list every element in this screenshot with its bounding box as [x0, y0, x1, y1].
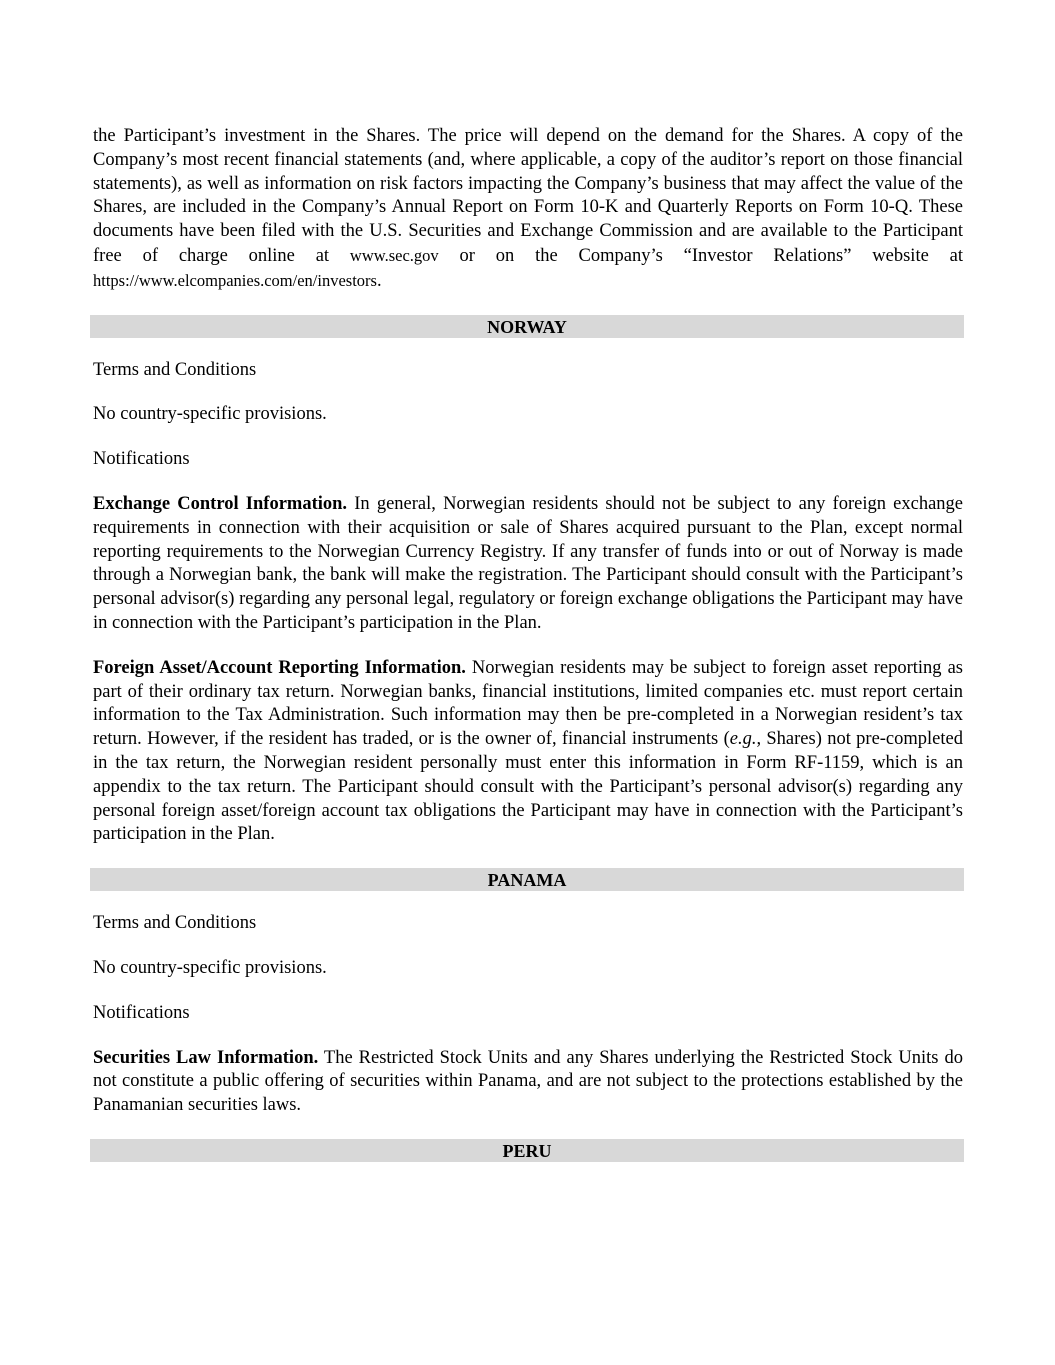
norway-no-provisions: No country-specific provisions. — [93, 404, 327, 425]
sec-url: www.sec.gov — [349, 245, 439, 265]
norway-notifications-heading: Notifications — [93, 449, 190, 470]
panama-no-provisions: No country-specific provisions. — [93, 957, 327, 978]
norway-exchange-control-paragraph: Exchange Control Information. In general, Norwegian residents should not be subject to any foreign exchange requirements in connection with their acquisition or sale of Shares acquired pursuant to the Plan, except normal reporting requirements to the Norwegian Currency Registry. If any transfer of funds into or out of Norway is made through a Norwegian bank, the bank will make the registration. The Participant should consult with the Participant’s personal advisor(s) regarding any personal legal, regulatory or foreign exchange obligations the Participant may have in connection with the Participant’s participation in the Plan. — [93, 493, 963, 633]
intro-paragraph: the Participant’s investment in the Shares. The price will depend on the demand for the Shares. A copy of the Company’s most recent financial statements (and, where applicable, a copy of the auditor’s report on those financial statements), as well as information on risk factors impacting the Company’s business that may affect the value of the Shares, are included in the Company’s Annual Report on Form 10-K and Quarterly Reports on Form 10-Q. These documents have been filed with the U.S. Securities and Exchange Commission and are available to the Participant free of charge online at www.sec.gov or on the Company’s “Investor Relations” website at https://www.elcompanies.com/en/investors. — [93, 126, 963, 291]
section-heading-panama: PANAMA — [90, 868, 964, 891]
panama-notifications-heading: Notifications — [93, 1002, 190, 1023]
section-heading-peru: PERU — [90, 1139, 964, 1162]
norway-terms-heading: Terms and Conditions — [93, 359, 257, 380]
norway-foreign-asset-paragraph: Foreign Asset/Account Reporting Information. Norwegian residents may be subject to foreign asset reporting as part of their ordinary tax return. Norwegian banks, financial institutions, limited companies etc. must report certain information to the Tax Administration. Such information may then be pre-completed in a Norwegian resident’s tax return. However, if the resident has traded, or is the owner of, financial instruments (e.g., Shares) not pre-completed in the tax return, the Norwegian resident personally must enter this information in Form RF-1159, which is an appendix to the tax return. The Participant should consult with the Participant’s personal advisor(s) regarding any personal foreign asset/foreign account tax obligations the Participant may have in connection with the Participant’s participation in the Plan. — [93, 657, 963, 845]
investor-relations-url: https://www.elcompanies.com/en/investors — [93, 270, 377, 290]
panama-securities-law-paragraph: Securities Law Information. The Restricted Stock Units and any Shares underlying the Restricted Stock Units do not constitute a public offering of securities within Panama, and are not subject to the protections established by the Panamanian securities laws. — [93, 1047, 964, 1116]
document-page — [93, 125, 963, 1183]
securities-law-title: Securities Law Information. — [93, 1047, 319, 1068]
section-heading-norway: NORWAY — [90, 315, 964, 338]
panama-terms-heading: Terms and Conditions — [93, 913, 257, 934]
foreign-asset-title: Foreign Asset/Account Reporting Information. — [93, 657, 466, 678]
exchange-control-title: Exchange Control Information. — [93, 493, 348, 514]
